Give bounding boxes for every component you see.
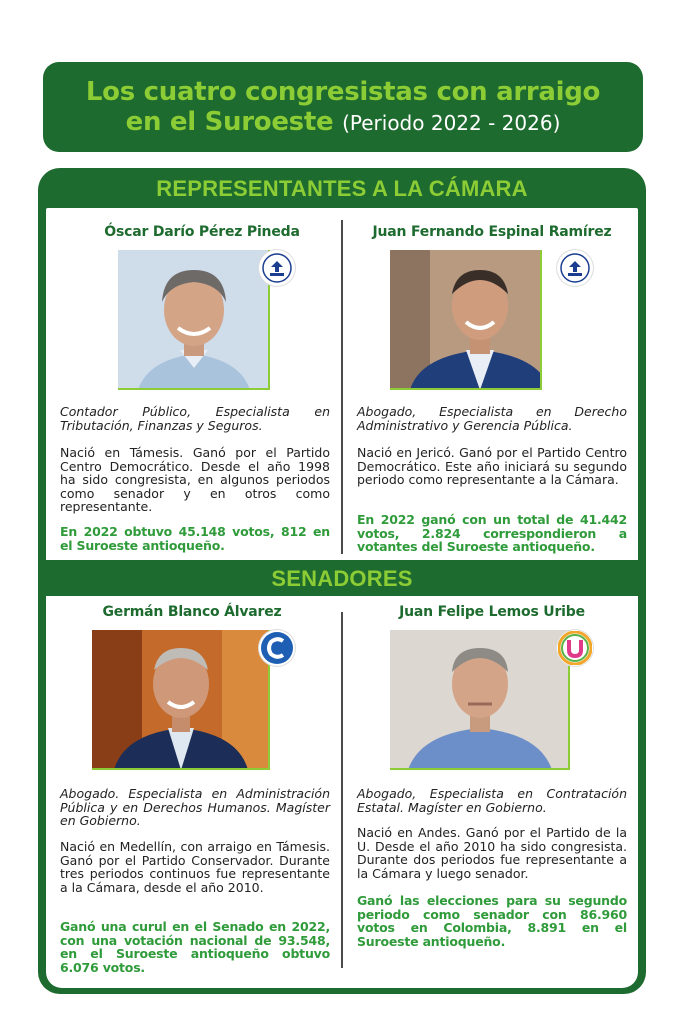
page-title-line1: Los cuatro congresistas con arraigo <box>85 76 601 107</box>
portrait-photo <box>92 630 270 770</box>
votes-text: Ganó las elecciones para su segundo periodo como senador con 86.960 votos en Colombia, 8.891 en el Suroeste antioqueño. <box>357 893 627 949</box>
profile-text: Abogado, Especialista en Contratación Estatal. Magíster en Gobierno. <box>357 786 627 815</box>
profile-text: Contador Público, Especialista en Tributación, Finanzas y Seguros. <box>60 404 330 433</box>
votes-text: Ganó una curul en el Senado en 2022, con una votación nacional de 93.548, en el Suroeste antioqueño obtuvo 6.076 votos. <box>60 919 330 975</box>
profile-text: Abogado. Especialista en Administración Pública y en Derechos Humanos. Magíster en Gobierno. <box>60 786 330 828</box>
centro-democratico-logo-icon <box>557 250 593 286</box>
person-name: Juan Felipe Lemos Uribe <box>399 604 585 620</box>
bio-text: Nació en Andes. Ganó por el Partido de la U. Desde el año 2010 ha sido congresista. Durante dos periodos fue representante a la Cámara y luego senador. <box>357 825 627 881</box>
period-label: (Periodo 2022 - 2026) <box>342 110 561 135</box>
column-divider <box>341 612 343 968</box>
portrait-photo <box>390 250 542 390</box>
page-title-line2 <box>126 107 561 138</box>
portrait-photo <box>118 250 270 390</box>
votes-text: En 2022 ganó con un total de 41.442 votos, 2.824 correspondieron a votantes del Suroeste antioqueño. <box>357 512 627 554</box>
person-name: Óscar Darío Pérez Pineda <box>104 224 300 240</box>
partido-de-la-u-logo-icon <box>557 630 593 666</box>
senators-heading: SENADORES <box>271 566 413 591</box>
bio-text: Nació en Támesis. Ganó por el Partido Centro Democrático. Desde el año 1998 ha sido congresista, en algunos periodos como senador y en otros como representante. <box>60 445 330 514</box>
partido-conservador-logo-icon <box>259 630 295 666</box>
title-banner <box>43 62 643 152</box>
column-divider <box>341 220 343 554</box>
bio-text: Nació en Medellín, con arraigo en Támesis. Ganó por el Partido Conservador. Durante tres periodos continuos fue representante a la Cámara, desde el año 2010. <box>60 839 330 895</box>
centro-democratico-logo-icon <box>259 250 295 286</box>
profile-text: Abogado, Especialista en Derecho Administrativo y Gerencia Pública. <box>357 404 627 433</box>
person-name: Juan Fernando Espinal Ramírez <box>372 224 612 240</box>
person-name: Germán Blanco Álvarez <box>102 604 282 620</box>
portrait-photo <box>390 630 570 770</box>
votes-text: En 2022 obtuvo 45.148 votos, 812 en el Suroeste antioqueño. <box>60 524 330 553</box>
representatives-heading: REPRESENTANTES A LA CÁMARA <box>156 176 528 201</box>
page-title-line2-text: en el Suroeste <box>125 106 334 137</box>
bio-text: Nació en Jericó. Ganó por el Partido Centro Democrático. Este año iniciará su segundo periodo como representante a la Cámara. <box>357 445 627 487</box>
